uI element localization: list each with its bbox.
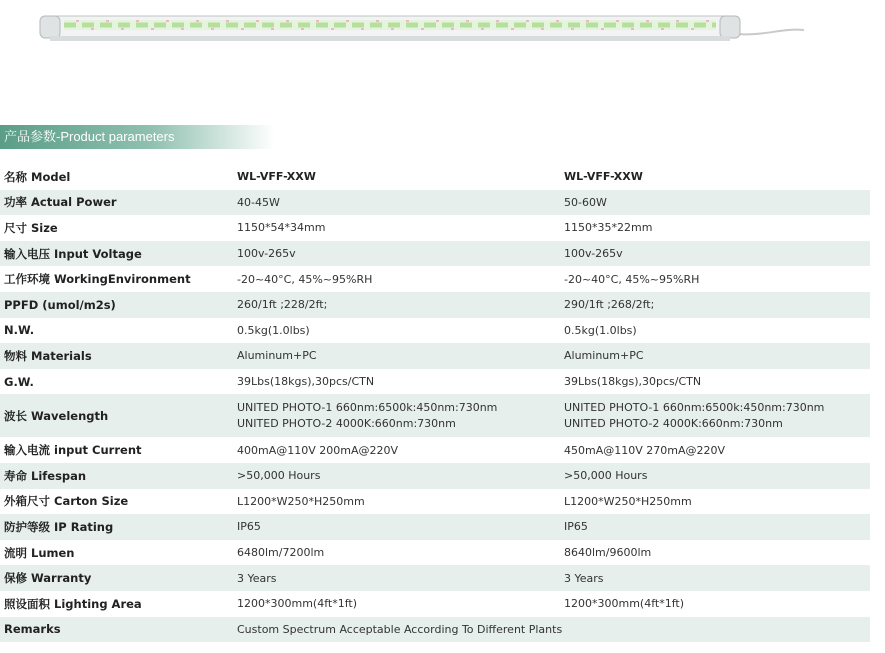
table-row (0, 394, 870, 437)
model-2-value: L1200*W250*H250mm (564, 494, 692, 508)
model-2-value: Aluminum+PC (560, 343, 870, 369)
model-1-value: 6480lm/7200lm (237, 546, 325, 560)
table-row (0, 617, 870, 643)
model-1-value (233, 394, 560, 437)
row-label: 物料 Materials (0, 343, 233, 369)
row-label: 输入电流 input Current (4, 443, 142, 458)
row-label: 输入电压 Input Voltage (0, 241, 233, 267)
table-row (0, 190, 870, 216)
model-1-value: IP65 (233, 514, 560, 540)
model-1-value: L1200*W250*H250mm (237, 494, 365, 508)
remarks-value: Custom Spectrum Acceptable According To Different Plants (233, 617, 870, 643)
model-2-value: >50,000 Hours (560, 463, 870, 489)
row-label: PPFD (umol/m2s) (0, 292, 233, 318)
model-2-value: WL-VFF-XXW (564, 170, 643, 184)
model-1-value: 100v-265v (233, 241, 560, 267)
model-1-value: Aluminum+PC (233, 343, 560, 369)
table-row (0, 369, 870, 395)
table-row (0, 343, 870, 369)
row-label: 外箱尺寸 Carton Size (4, 494, 129, 509)
row-label: 工作环境 WorkingEnvironment (4, 272, 191, 287)
wavelength-line: UNITED PHOTO-1 660nm:6500k:450nm:730nm (564, 400, 825, 414)
wavelength-line: UNITED PHOTO-2 4000K:660nm:730nm (237, 416, 456, 430)
table-row (0, 514, 870, 540)
model-1-value: 400mA@110V 200mA@220V (237, 443, 399, 457)
table-row (0, 540, 870, 566)
model-2-value: 100v-265v (560, 241, 870, 267)
table-row (0, 266, 870, 292)
model-1-value: 1150*54*34mm (237, 221, 326, 235)
section-title: 产品参数-Product parameters (0, 125, 275, 149)
row-label: Remarks (0, 617, 233, 643)
model-1-value: 0.5kg(1.0lbs) (237, 323, 310, 337)
model-2-value: -20~40°C, 45%~95%RH (564, 272, 700, 286)
model-1-value: 1200*300mm(4ft*1ft) (237, 597, 357, 611)
model-1-value: 39Lbs(18kgs),30pcs/CTN (237, 375, 375, 389)
model-2-value: 8640lm/9600lm (564, 546, 652, 560)
table-row (0, 318, 870, 344)
row-label: 功率 Actual Power (0, 190, 233, 216)
model-2-value: IP65 (560, 514, 870, 540)
model-2-value (560, 394, 870, 437)
table-row (0, 489, 870, 515)
table-row (0, 215, 870, 241)
table-row (0, 241, 870, 267)
model-1-value: >50,000 Hours (233, 463, 560, 489)
row-label: 防护等级 IP Rating (0, 514, 233, 540)
wavelength-line: UNITED PHOTO-2 4000K:660nm:730nm (564, 416, 783, 430)
row-label: G.W. (4, 374, 34, 389)
model-2-value: 1150*35*22mm (564, 221, 653, 235)
model-1-value: 3 Years (233, 565, 560, 591)
model-2-value: 3 Years (560, 565, 870, 591)
model-1-value: 40-45W (233, 190, 560, 216)
model-2-value: 39Lbs(18kgs),30pcs/CTN (564, 375, 702, 389)
led-tube-product-image (36, 6, 806, 50)
model-1-value: -20~40°C, 45%~95%RH (237, 272, 373, 286)
table-row (0, 292, 870, 318)
wavelength-line: UNITED PHOTO-1 660nm:6500k:450nm:730nm (237, 400, 498, 414)
model-2-value: 0.5kg(1.0lbs) (564, 323, 637, 337)
table-row (0, 164, 870, 190)
table-row (0, 565, 870, 591)
table-row (0, 437, 870, 463)
row-label: 尺寸 Size (4, 220, 58, 235)
product-parameters-table (0, 164, 870, 642)
table-row (0, 591, 870, 617)
model-2-value: 450mA@110V 270mA@220V (564, 443, 726, 457)
row-label: 保修 Warranty (0, 565, 233, 591)
row-label: 名称 Model (4, 169, 71, 184)
model-1-value: 260/1ft ;228/2ft; (233, 292, 560, 318)
row-label: 照设面积 Lighting Area (4, 596, 142, 611)
model-2-value: 1200*300mm(4ft*1ft) (564, 597, 684, 611)
model-2-value: 50-60W (560, 190, 870, 216)
table-row (0, 463, 870, 489)
row-label: 流明 Lumen (4, 545, 75, 560)
model-1-value: WL-VFF-XXW (237, 170, 316, 184)
row-label: N.W. (4, 323, 35, 338)
model-2-value: 290/1ft ;268/2ft; (560, 292, 870, 318)
row-label: 寿命 Lifespan (0, 463, 233, 489)
row-label: 波长 Wavelength (0, 394, 233, 437)
